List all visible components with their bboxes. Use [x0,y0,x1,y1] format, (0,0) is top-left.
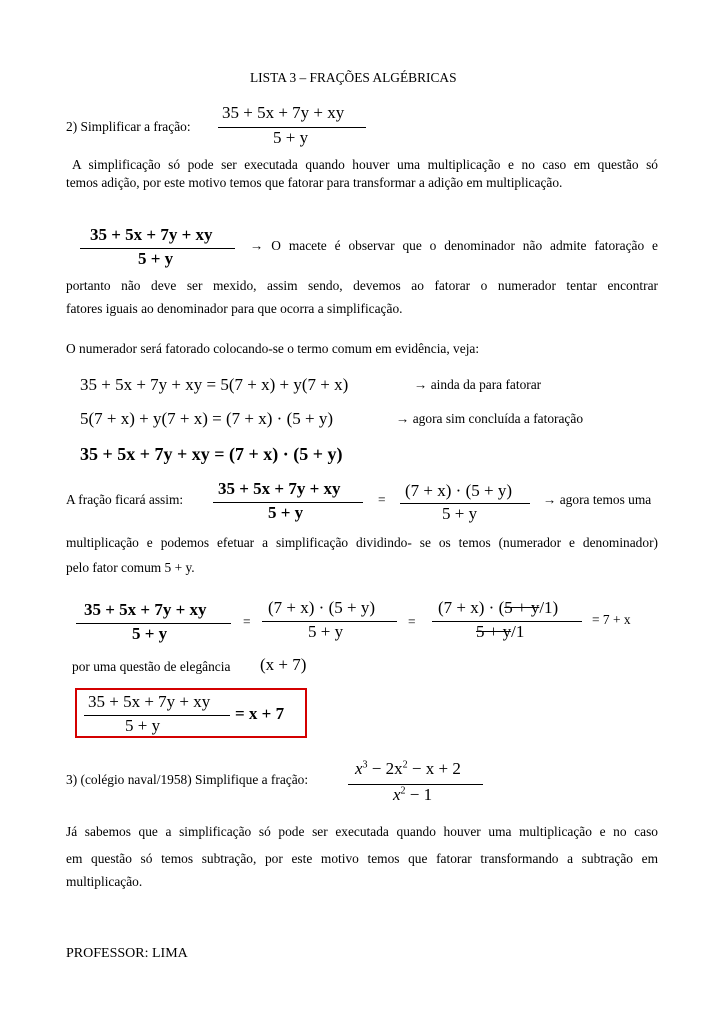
q2-label: 2) Simplificar a fração: [66,119,191,134]
q2-ficara-note: → agora temos uma [543,492,652,507]
q2-ficara-right-numerator: (7 + x) · (5 + y) [405,481,512,500]
q2-numerador-text: O numerador será fatorado colocando-se o termo comum em evidência, veja: [66,341,480,356]
q2-ficara-equals: = [378,492,386,507]
q2-ficara-numerator: 35 + 5x + 7y + xy [218,479,341,498]
q2-chain-denominator-1: 5 + y [132,624,168,643]
q2-elegancia-label: por uma questão de elegância [72,659,231,674]
q2-bold-numerator: 35 + 5x + 7y + xy [90,225,213,244]
q2-paragraph-line: A simplificação só pode ser executada quando houver uma multiplicação e no caso em questão só [72,157,658,172]
q2-ficara-denominator: 5 + y [268,503,304,522]
q2-macete-line: → O macete é observar que o denominador não admite fatoração e [250,238,658,253]
q2-equation-1: 35 + 5x + 7y + xy = 5(7 + x) + y(7 + x) [80,375,349,394]
q2-ficara-right-denominator: 5 + y [442,504,478,523]
q2-ficara-label: A fração ficará assim: [66,492,184,507]
q2-box-denominator: 5 + y [125,716,161,735]
q2-chain-denominator-2: 5 + y [308,622,344,641]
q2-fraction-numerator: 35 + 5x + 7y + xy [222,103,345,122]
q2-chain-numerator-2: (7 + x) · (5 + y) [268,598,375,617]
q3-numerator: $x^3 - 2x^2 - x + 2$ [355,759,461,778]
q2-box-result: = x + 7 [235,704,285,723]
q2-bold-denominator: 5 + y [138,249,174,268]
q2-mult-line: multiplicação e podemos efetuar a simplificação dividindo- se os temos (numerador e denominador) [66,535,658,550]
q2-macete-line: fatores iguais ao denominador para que ocorra a simplificação. [66,301,403,316]
q2-equation-2: 5(7 + x) + y(7 + x) = (7 + x) · (5 + y) [80,409,333,428]
q2-equation-1-note: → ainda da para fatorar [414,377,542,392]
page-title: LISTA 3 – FRAÇÕES ALGÉBRICAS [250,70,457,85]
q2-chain-denominator-3: 5 + y/1 [476,622,525,641]
q3-denominator: $x^2 - 1$ [393,785,433,804]
q2-chain-equals-1: = [243,614,251,629]
q2-paragraph-line: temos adição, por este motivo temos que fatorar para transformar a adição em multiplicação. [66,175,563,190]
q2-chain-numerator-3: (7 + x) · (5 + y/1) [438,598,559,617]
q2-mult-line: pelo fator comum 5 + y. [66,560,195,575]
q2-equation-3: 35 + 5x + 7y + xy = (7 + x) · (5 + y) [80,444,343,464]
q3-label: 3) (colégio naval/1958) Simplifique a fração: [66,772,309,787]
q2-box-numerator: 35 + 5x + 7y + xy [88,692,211,711]
q2-fraction-denominator: 5 + y [273,128,309,147]
q3-paragraph-line: Já sabemos que a simplificação só pode ser executada quando houver uma multiplicação e no caso [66,824,658,839]
q2-chain-result: = 7 + x [592,612,631,627]
q2-elegancia-expression: (x + 7) [260,655,307,674]
q2-macete-line: portanto não deve ser mexido, assim sendo, devemos ao fatorar o numerador tentar encontrar [66,278,658,293]
q2-equation-2-note: → agora sim concluída a fatoração [396,411,584,426]
q3-paragraph-line: em questão só temos subtração, por este motivo temos que fatorar transformando a subtração em [66,851,658,866]
footer-professor: PROFESSOR: LIMA [66,946,188,961]
q2-chain-numerator-1: 35 + 5x + 7y + xy [84,600,207,619]
q2-chain-equals-2: = [408,614,416,629]
q3-paragraph-line: multiplicação. [66,874,143,889]
